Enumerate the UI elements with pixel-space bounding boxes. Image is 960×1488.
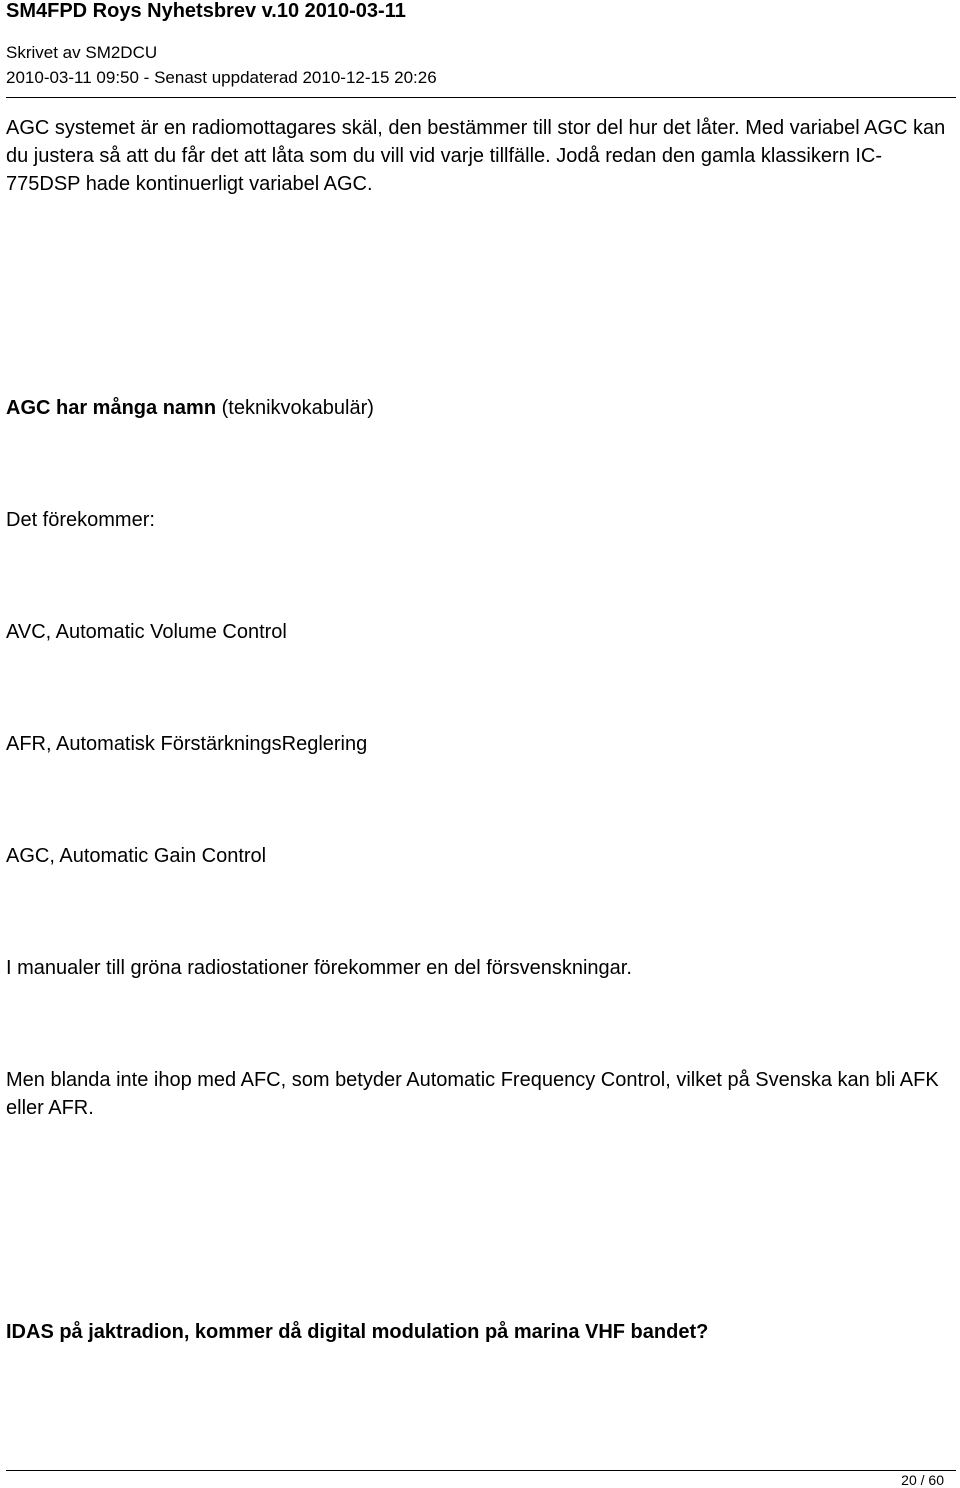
occurs-paragraph: Det förekommer: [6, 509, 155, 531]
section-heading-rest: (teknikvokabulär) [216, 397, 374, 419]
term-agc: AGC, Automatic Gain Control [6, 845, 267, 867]
newsletter-title: SM4FPD Roys Nyhetsbrev v.10 2010-03-11 [6, 0, 406, 22]
intro-paragraph: AGC systemet är en radiomottagares skäl, den bestämmer till stor del hur det låter. Med variabel AGC kan du justera så att du får det att låta som du vill vid varje tillfälle. Jodå redan den gamla klassikern IC-775DSP hade kontinuerligt variabel AGC. [6, 117, 946, 195]
author-line: Skrivet av SM2DCU [6, 43, 158, 62]
section-heading [6, 394, 946, 422]
manuals-paragraph: I manualer till gröna radiostationer förekommer en del försvenskningar. [6, 957, 632, 979]
next-section-heading: IDAS på jaktradion, kommer då digital modulation på marina VHF bandet? [6, 1321, 709, 1343]
section-heading-bold: AGC har många namn [6, 397, 217, 419]
term-afr: AFR, Automatisk FörstärkningsReglering [6, 733, 368, 755]
header-divider [6, 97, 956, 98]
date-line: 2010-03-11 09:50 - Senast uppdaterad 2010-12-15 20:26 [6, 68, 437, 87]
term-avc: AVC, Automatic Volume Control [6, 621, 287, 643]
footer-divider [6, 1470, 956, 1471]
afc-paragraph: Men blanda inte ihop med AFC, som betyder Automatic Frequency Control, vilket på Svenska kan bli AFK eller AFR. [6, 1069, 939, 1119]
page-number: 20 / 60 [901, 1472, 944, 1488]
